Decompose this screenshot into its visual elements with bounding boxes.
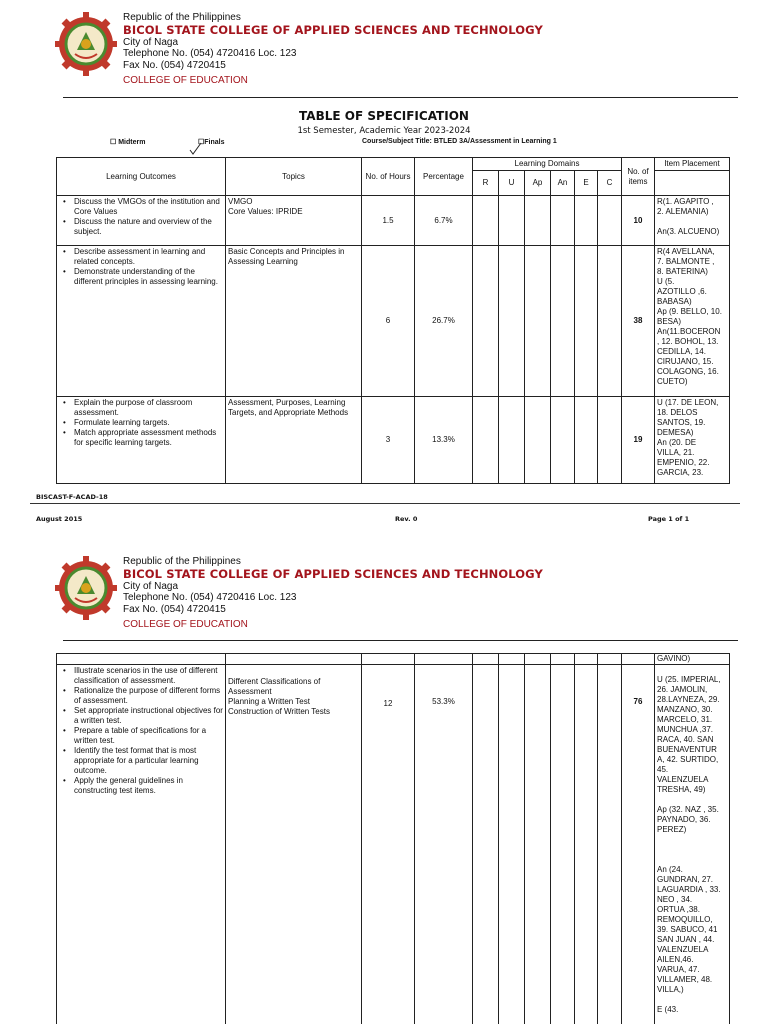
table-row [57,397,730,484]
fax-line: Fax No. (054) 4720415 [123,59,226,71]
document-title: TABLE OF SPECIFICATION [299,109,469,123]
page2-header [0,552,768,647]
footer-date: August 2015 [36,515,83,523]
header-text [123,12,543,87]
outcome-item: • Describe assessment in learning and related concepts. [59,247,223,267]
course-title: Course/Subject Title: BTLED 3A/Assessment in Learning 1 [362,138,557,145]
specification-table-continued [56,653,730,1024]
topic-item: Basic Concepts and Principles in Assessing Learning [228,247,345,266]
col-items: No. of items [622,158,655,196]
republic-line: Republic of the Philippines [123,556,241,567]
outcome-item: • Identify the test format that is most appropriate for a particular learning outcome. [59,746,223,776]
hours-cell: 1.5 [362,196,415,246]
placement-carryover: GAVINO) [655,654,730,665]
percentage-cell: 13.3% [415,397,473,484]
finals-checkbox: ☐Finals [198,139,225,146]
hours-cell: 12 [362,665,415,1024]
college-seal-logo [55,10,117,78]
city-line: City of Naga [123,36,179,48]
topic-item: Core Values: IPRIDE [228,207,303,216]
telephone-line: Telephone No. (054) 4720416 Loc. 123 [123,592,297,603]
col-domain-c: C [598,171,622,196]
outcome-item: • Prepare a table of specifications for a written test. [59,726,223,746]
form-code: BISCAST-F-ACAD-18 [36,493,108,501]
department-name: COLLEGE OF EDUCATION [123,619,248,630]
hours-cell: 6 [362,246,415,397]
fax-line: Fax No. (054) 4720415 [123,603,226,615]
outcome-item: • Formulate learning targets. [59,418,223,428]
col-item-placement: Item Placement [655,158,730,171]
hours-cell: 3 [362,397,415,484]
topic-item: Construction of Written Tests [228,707,330,716]
semester-line: 1st Semester, Academic Year 2023-2024 [297,126,471,136]
col-domain-an: An [551,171,575,196]
items-cell: 76 [622,665,655,1024]
outcome-item: • Illustrate scenarios in the use of different classification of assessment. [59,666,223,686]
col-topics: Topics [226,158,362,196]
items-cell: 10 [622,196,655,246]
check-mark-icon [189,142,203,156]
outcome-item: • Set appropriate instructional objectives for a written test. [59,706,223,726]
topic-item: Planning a Written Test [228,697,310,706]
table-row [57,196,730,246]
outcome-item: • Apply the general guidelines in constructing test items. [59,776,223,796]
topic-item: Assessment, Purposes, Learning Targets, and Appropriate Methods [228,398,349,417]
topic-item: Different Classifications of Assessment [228,677,321,696]
footer-divider [30,503,740,504]
outcome-item: • Discuss the VMGOs of the institution and Core Values [59,197,223,217]
outcome-item: • Rationalize the purpose of different forms of assessment. [59,686,223,706]
telephone-line: Telephone No. (054) 4720416 Loc. 123 [123,48,297,59]
republic-line: Republic of the Philippines [123,12,241,23]
header-divider [63,97,738,98]
outcome-item: • Discuss the nature and overview of the subject. [59,217,223,237]
midterm-checkbox: ☐ Midterm [110,139,146,146]
city-line: City of Naga [123,580,179,592]
percentage-cell: 53.3% [415,665,473,1024]
items-cell: 38 [622,246,655,397]
outcome-item: • Explain the purpose of classroom assessment. [59,398,223,418]
college-name: BICOL STATE COLLEGE OF APPLIED SCIENCES AND TECHNOLOGY [123,566,543,581]
col-domain-u: U [499,171,525,196]
table-row [57,246,730,397]
footer-revision: Rev. 0 [395,515,418,523]
table-row [57,665,730,1024]
footer-page: Page 1 of 1 [648,515,690,523]
department-name: COLLEGE OF EDUCATION [123,75,248,86]
placement-cell: U (25. IMPERIAL, 26. JAMOLIN, 28.LAYNEZA, 29. MANZANO, 30. MARCELO, 31. MUNCHUA ,37. RACA, 40. SAN BUENAVENTUR A, 42. SURTIDO, 45. VALENZUELA TRESHA, 49) Ap (32. NAZ , 35. PAYNADO, 36. PEREZ) An (24. GUNDRAN, 27. LAGUARDIA , 33. NEO , 34. ORTUA ,38. REMOQUILLO, 39. SABUCO, 41 SAN JUAN , 44. VALENZUELA AILEN,46. VARUA, 47. VILLAMER, 48. VILLA,) E (43. [655,665,730,1024]
col-domain-e: E [575,171,598,196]
col-learning-outcomes: Learning Outcomes [57,158,226,196]
items-cell: 19 [622,397,655,484]
placement-cell: R(1. AGAPITO , 2. ALEMANIA) An(3. ALCUENO) [655,196,730,246]
percentage-cell: 26.7% [415,246,473,397]
placement-cell: R(4 AVELLANA, 7. BALMONTE , 8. BATERINA) U (5. AZOTILLO ,6. BABASA) Ap (9. BELLO, 10. BESA) An(11.BOCERON , 12. BOHOL, 13. CEDILLA, 14. CIRUJANO, 15. COLAGONG, 16. CUETO) [655,246,730,397]
col-domain-ap: Ap [525,171,551,196]
col-hours: No. of Hours [362,158,415,196]
col-domain-r: R [473,171,499,196]
col-percentage: Percentage [415,158,473,196]
outcome-item: • Match appropriate assessment methods for specific learning targets. [59,428,223,448]
college-seal-logo [55,554,117,622]
col-learning-domains: Learning Domains [473,158,622,171]
outcome-item: • Demonstrate understanding of the different principles in assessing learning. [59,267,223,287]
topic-item: VMGO [228,197,253,206]
specification-table [56,157,730,484]
header-text [123,556,543,631]
percentage-cell: 6.7% [415,196,473,246]
college-name: BICOL STATE COLLEGE OF APPLIED SCIENCES AND TECHNOLOGY [123,22,543,37]
header-divider [63,640,738,641]
page1-header [0,8,768,103]
placement-cell: U (17. DE LEON, 18. DELOS SANTOS, 19. DEMESA) An (20. DE VILLA, 21. EMPENIO, 22. GARCIA, 23. [655,397,730,484]
